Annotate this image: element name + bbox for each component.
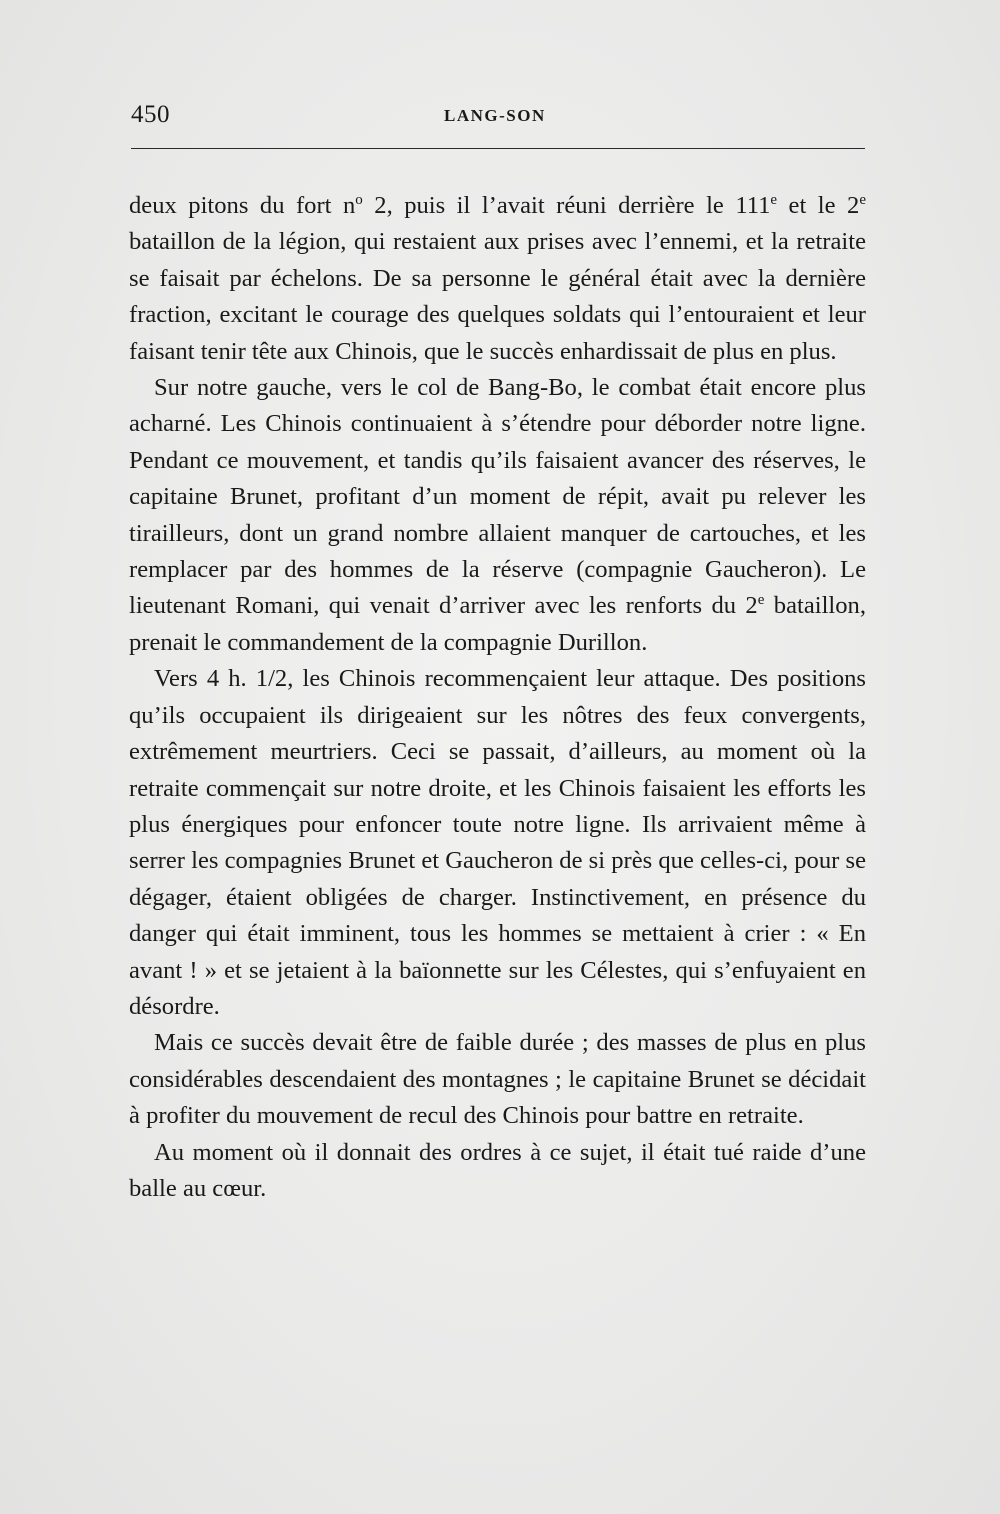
page-header	[131, 100, 865, 130]
running-head: LANG-SON	[444, 106, 546, 125]
text-run: Vers 4 h. 1/2, les Chinois recommençaient leur attaque. Des positions qu’ils occupaient ils dirigeaient sur les nôtres des feux convergents, extrêmement meurtriers. Ceci se passait, d’ailleurs, au moment où la retraite commençait sur notre droite, et les Chinois faisaient les efforts les plus énergiques pour enfoncer toute notre ligne. Ils arrivaient même à serrer les compagnies Brunet et Gaucheron de si près que celles-ci, pour se dégager, étaient obligées de charger. Instinctivement, en présence du danger qui était imminent, tous les hommes se mettaient à crier : « En avant ! » et se jetaient à la baïonnette sur les Célestes, qui s’enfuyaient en désordre.	[129, 665, 866, 1020]
text-run: deux pitons du fort n	[129, 192, 356, 219]
text-run: bataillon, prenait le commandement de la compagnie Durillon.	[129, 592, 866, 656]
header-rule	[131, 148, 865, 149]
superscript: e	[859, 192, 866, 208]
paragraph	[129, 1025, 866, 1134]
text-run: Mais ce succès devait être de faible durée ; des masses de plus en plus considérables descendaient des montagnes ; le capitaine Brunet se décidait à profiter du mouvement de recul des Chinois pour battre en retraite.	[129, 1029, 866, 1130]
body-text	[129, 188, 866, 1207]
superscript: e	[770, 192, 778, 208]
superscript: e	[757, 592, 765, 609]
paragraph	[129, 1135, 866, 1208]
paragraph	[129, 370, 866, 661]
text-run: 2, puis il l’avait réuni derrière le 111	[362, 192, 771, 219]
paragraph	[129, 188, 866, 370]
paragraph	[129, 661, 866, 1025]
page-number: 450	[131, 101, 170, 128]
text-run: bataillon de la légion, qui restaient aux prises avec l’ennemi, et la retraite se faisait par échelons. De sa personne le général était avec la dernière fraction, excitant le courage des quelques soldats qui l’entouraient et leur faisant tenir tête aux Chinois, que le succès enhardissait de plus en plus.	[129, 228, 866, 365]
superscript: o	[355, 192, 363, 208]
text-run: et le 2	[777, 192, 860, 219]
text-run: Au moment où il donnait des ordres à ce sujet, il était tué raide d’une balle au cœur.	[129, 1138, 866, 1202]
text-run: Sur notre gauche, vers le col de Bang-Bo, le combat était encore plus acharné. Les Chinois continuaient à s’étendre pour déborder notre ligne. Pendant ce mouvement, et tandis qu’ils faisaient avancer des réserves, le capitaine Brunet, profitant d’un moment de répit, avait pu relever les tirailleurs, dont un grand nombre allaient manquer de cartouches, et les remplacer par des hommes de la réserve (compagnie Gaucheron). Le lieutenant Romani, qui venait d’arriver avec les renforts du 2	[129, 374, 866, 620]
